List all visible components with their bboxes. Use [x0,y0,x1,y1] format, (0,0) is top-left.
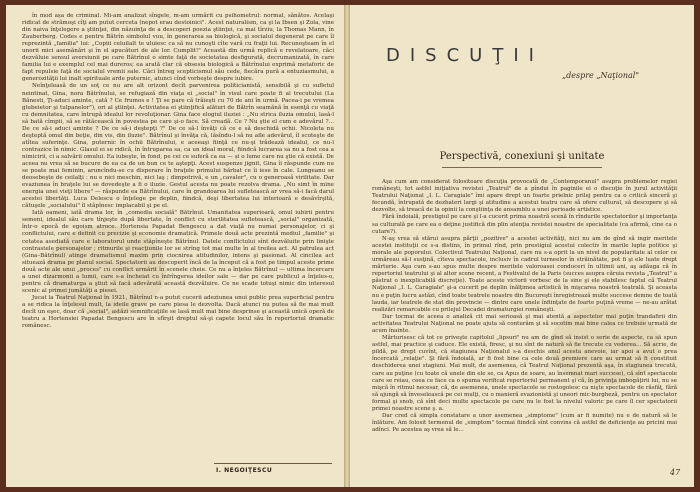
paragraph: Iată oameni, iată drama lor, în „comedia socială" Bătrînul. Umanitatea superioară, omul iubirii pentru semeni, idealul său care tînjeşte după libertate, în conflict cu sterilitatea sufletească, „social" organizată, într-o epocă de egoism atroce. Hortensia Papadat Bengescu a dat viaţă nu numai personajelor, ci şi conflictului, care e definit cu precizie şi economie dramatică. Primele două acte prezintă mediul „familie" şi cetatea asediată care e laboratorul unde stăpîneşte Bătrînul. Datele conflictului sînt dezvăluite prin linişte contrastele personajelor ; ritmurile şi reacţiunile lor se strîng tot mai multe în al treilea act. Al patrulea act (Gina–Bătrînul) atinge dramatismul maxim prin ciocnirea atitudinilor, intens şi pasionat. Al cincilea act situează drama pe planul social. Spectatorii au descoperit încă de la început că a fost pe timpul aceste prime două acte ale unui „proces" cu conflict urmărit în scenele cheie. Ce nu a înţeles Bătrînul — ultima încercare a unei dizarmonii a lumii, care s-a încheiat cu înfrîngerea ideilor sale — dar pe care publicul a înţeles-o, pentru că dramaturga a ştiut să facă adevărată această dezvăluire. Ce ne scade totuşi nimic din interesul scenic al primei jumătăţi a piesei. [22,210,334,294]
paragraph: în mod așa de criminal. Mi-am analizat sîngele, m-am urmărit cu psihometrul: normal, sănătos. Acelaşi ridicat de strămoşi cîţi am putut cerceta (nepot erau destoinici". Acest naturalism, ca şi la Ibsen şi Zola, vine din naiva înţelegere a ştiinţei, din năzuinţa de a descoperi poezia ştiinţei, ca mai tîrziu, la Thomas Mann, în Zauberberg. Codes e pentru Bătrîn simbolul vuu, în generarea sa biologică, şi socialul degenerat pe care îl reprezintă „familia" lui: „Copiii celuilalt te uluiesc ca să nu cunoşti cîte vară cu fraţii lui. Recunoşteam în el unorii mici asemănări şi în el apucături de ale lor. Cumplit!" Această din urmă replică e revelatoare, căci dezvăluie sensul aversiunii pe care Bătrînul o simte faţă de societatea desfigurată, decrumanizată, în care familia lui e exemplul cel mai dureros; ea arată clar că obsesia biologică a Bătrînului exprimă metaforic de fapt repulsie faţă de socialul vremii sale. Căci întreg scepticismul său cede, fiecăra pură a entuziasmului, a generozităţii lui inalt spirituale arde puternic, atunci cînd vorbeşte despre iubire. [22,13,334,83]
author-signature: I. NEGOIŢESCU [216,467,273,474]
section-subheading: „despre „Naţional" [562,71,639,80]
section-heading: DISCUŢII [386,45,544,66]
right-article-body [372,179,677,434]
page-number: 47 [670,468,681,477]
title-rule [442,167,602,168]
paragraph: Aşa cum am considerat folositoare discuţia provocată de „Contemporanul" asupra problemelor regiei româneşti, tot astfel iniţiativa revistei „Teatrul" de a pîndui în paginile ei o discuţie în jurul activităţii Teatrului Naţional „I. L. Caragiale" îmi apare drept un foarte prielnic prilej pentru ca o critică sinceră şi fecundă, întrupată de dezbateri largi şi atitudine a acestui teatru care să ofere cultural, să descopere şi să dezvolte, să treacă de la opinii la conştiinţa de ansamblu a unei perioade artistice. [372,179,677,214]
paragraph: Mărturisesc că tot ce priveşte capitolul „lipsuri" nu am de gînd să insist o serie de aspecte, ca să spun astfel, mai practice şi caduce. Ele există, firesc, şi nu sînt de natură să fie trecute cu vederea... Să acrie, de pildă, pe drept cuvînt, că stagiunea Naţionalul s-a deschis anul acesta anevoie, iar apoi a avut o prea încercată „relaţie". Şi fără îndoială, ar fi fost bine ca cele două premiere care au urmat să fi constituit deschiderea unei stagiuni. Mai mult, de asemenea, că Teatrul Naţional prezentă aşa, în stagiunea trecută, care au puţine (cu toate că unele din ele se, ca Apus de soare, au însemnat mari succese), că sînt spectacole care se reiau, ceea ce face ca o spuma verificat repertoriul permanent şi că, în privinţa imbogăţirii lui, nu se mişcă în ritmul necesar, că, de asemenea, unele spectacole se rostogolesc ca nişte spectacole de răsfăţ, fără să ajungă să înveselească pe cei mulţi, cu o manieră evazionistă şi uneori mic-burgheză, pentru un spectator formal şi snob, că sînt deci multe spectacole pe care nu le fost la nivelul valoric pe care îl cer spectatorii primei noastre scene ş. a. [372,335,677,412]
paragraph: Dar tocmai de aceea o analiză cit mai serioasă şi mai atentă a aspectelor mai puţin trandafirii din activitatea Teatrului Naţional ne poate ajuta să conturăm şi să socotim mai bine calea ce trebuie urmată de acum înainte. [372,313,677,334]
article-title: Perspectivă, conexiuni şi unitate [439,151,605,162]
signature-rule [214,463,332,464]
left-page [6,5,345,487]
right-page [350,5,694,487]
paragraph: Fără îndoială, prestigiul pe care şi l-a cucerit prima noastră scenă în rîndurile spectatorilor şi importanţa sa culturală pe care ea o deţine justifică din plin atenţia revistei noastre de specialitate (ca afirmă, cine ca o cutare?). [372,214,677,235]
book-spread [6,5,694,487]
paragraph: N-aş vrea să stărui asupra părţii „pozitive" a acestei activităţi, nici nu am de gînd să ingir meritele acestei instituţii ce s-a distins, în primul rînd, prin prestigiul acestui colectiv în marile lupte politice şi morale ale poporului. Colectivul Teatrului Naţional, care nu s-a oprit la un nivel de popularitate al celor ce urmăreau să-l susţină, cîteva spectacole, inclusiv în cadrul turneelor în străinătate, pot fi şi ele luate drept mărturie. Aşa cum s-au spus multe despre meritele valoroasei conduceri în ultimii ani, aş adăuga că în repertoriul teatrului şi al altor scene recent, a Festivalul de la Paris (succes asupra căruia revista „Teatrul" a păstrat o inexplicabilă discreţie). Toate aceste victorii vorbesc de la sine şi ele stabilesc faptul că Teatrul Naţional „I. L. Caragiale" şi-a cucerit pe deplin înălţimea artistică în mişcarea noastră teatrală. Şi aceasta nu e puţin lucru astăzi, cînd toate teatrele noastre din Bucureşti înregistrează multe succese demne de toată lauda, iar teatrele de stat din provincie — dintre care unele înfiinţate de foarte puţină vreme — ne-au arătat realizări remarcabile cu prilejul Decadei dramaturgiei româneşti. [372,235,677,313]
left-article-body [22,13,334,330]
paragraph: Dar cred că simpla constatare a unor asemenea „simptome" (cum ar fi numite) nu e de natură să le înlăture. Am folosit termenul de „simptom" tocmai fiindcă sînt convins că astfel de deficienţe au pricini mai adînci. Pe acestea aş vrea să le... [372,413,677,434]
paragraph: Jucat la Teatrul Naţional în 1921, Bătrînul n-a putut cucerii adeziunea unui public prea superficial pentru a se ridica la înţelesul mult, la ideile grave pe care piesa le dezvolta. Dacă atunci nu putea să fie mai mult decît un eşec, doar că „social", astăzi semnificaţiile se lasă mult mai bine desprinse şi această unică operă de teatru a Hortensiei Papadat Bengescu are în sfîrşit dreptul să-şi capete locul său în repertoriul dramatic românesc. [22,294,334,330]
paragraph: Neînţeleasă de un soţ ce nu are alt orizont decît parvenirea politicianistă, sensibilă şi cu sufletul neintinat, Gina, nora Bătrînului, se refugiază din viaţa ei „social" în visul care poate fi al trecutului (La Bănesti, Ţi-aduci aminte, cată ? Ce frumos e ! Ţi se pare că trăieşti cu 70 de ani în urmă. Pacea-i pe vremea glubeietor şi tulpanelor"), ori al ştiinţei. Activitatea ei ştiinţifică alături de Bătrîn seamănă în esenţă cu viaţă cu demnitatea, care întrupă idealul lor revoluţionar. Gina face elogiul iluziei : „Nu strica iluzia omului, lasă-l să bată cîmpii, să se rătăcească în povestea pe care şi-o face. Să creadă. Ce ? Nu ştie el cum e adevărul ?... De ce să-i aduci aminte ? De ce să-i deştepţi ?" De ce să-l învăţi că ce e să deschidă ochii. Nicoleta nu deşteptă omul din beţie, din vis, din iluzie". Bătrînul şi învăţa că, lăsîndu-l să nu afle adevărul, îl scuteşte de atîtea suferinţe. Gina, puternic în ochii Bătrînului, e aceeaşi fiinţă ce nu-şi trădează idealul, ce nu-l contrazice în nimic. Glasul ei se ridică, în întruparea sa, ca un ideal moral, fiindcă lucrarea sa nu a fost cea a nimicirii, ci a salvării omului. Ea iubeşte, în fond, pe cei ce suferă ca ea — și o lume care nu ştie că există. De aceea nu vrea să se bucure de ea ca de un bun ce te aştepţi. Acest suspenze jignit, Gina îi răspunde cum nu se poate mai feminin, aruncîndu-se cu disperare în braţele primului bărbat ce îi iese în cale. Lungeanu se deosebeşte de ceilalţi : nu e nici meschin, nici laş ; dimpotrivă, e un „cavaler", cu o generoasă virilitate. Dar evaziunea în braţele lui se dovedeşte a fi o iluzie. Gestul acesta nu poate rezolva drama. „Nu simt în mine energia unei vieţi libere" — răspunde ea Bătrînului, care în grandoarea lui sufletească ar vrea să-i facă darul acestei libertăţi. Luca Delescu o înţelege pe deplin, fiindcă, deşi libertatea lui interioară e desăvîrşită, cătuşele „socialului" îl stăpînesc implacabil şi pe el. [22,83,334,210]
